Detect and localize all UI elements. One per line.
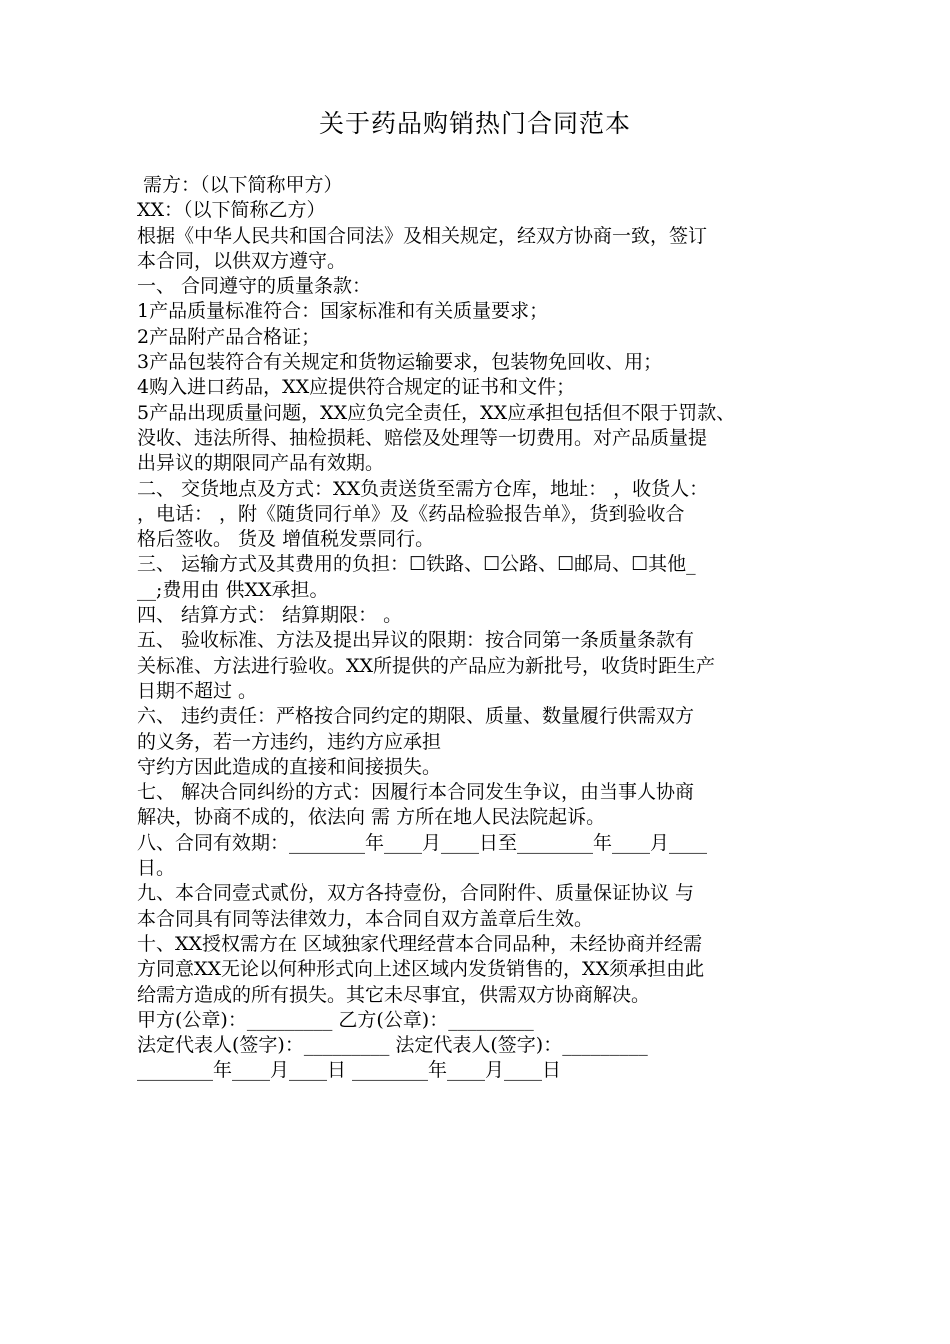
text-line: XX：（以下简称乙方） [137, 199, 326, 222]
text-line: 需方：（以下简称甲方） [137, 174, 343, 196]
contract-body [137, 173, 817, 1084]
text-line: 十、XX授权需方在 区域独家代理经营本合同品种，未经协商并经需 [137, 932, 703, 955]
text-line: 一、 合同遵守的质量条款： [137, 275, 372, 298]
text-line: 格后签收。 货及 增值税发票同行。 [137, 528, 435, 551]
text-line: 3产品包装符合有关规定和货物运输要求，包装物免回收、用； [137, 351, 663, 374]
text-line: 七、 解决合同纠纷的方式：因履行本合同发生争议，由当事人协商 [137, 781, 695, 804]
text-line: 本合同具有同等法律效力，本合同自双方盖章后生效。 [137, 907, 594, 930]
text-line: 三、 运输方式及其费用的负担：☐铁路、☐公路、☐邮局、☐其他_ [137, 553, 696, 576]
document-title: 关于药品购销热门合同范本 [318, 109, 631, 138]
text-line: 5产品出现质量问题，XX应负完全责任，XX应承担包括但不限于罚款、 [137, 401, 736, 424]
text-line: 本合同，以供双方遵守。 [137, 249, 347, 272]
text-line: 根据《中华人民共和国合同法》及相关规定，经双方协商一致，签订 [137, 224, 708, 247]
text-line: 二、 交货地点及方式：XX负责送货至需方仓库，地址： ，收货人： [137, 477, 709, 500]
text-line: 四、 结算方式： 结算期限： 。 [137, 604, 403, 627]
text-line: 九、本合同壹式贰份，双方各持壹份，合同附件、质量保证协议 与 [137, 882, 695, 905]
text-line: 甲方(公章)：_________ 乙方(公章)：_________ [137, 1008, 534, 1031]
text-line: __;费用由 供XX承担。 [137, 578, 329, 601]
text-line: ，电话： ，附《随货同行单》及《药品检验报告单》，货到验收合 [137, 502, 685, 525]
text-line: 关标准、方法进行验收。XX所提供的产品应为新批号，收货时距生产 [137, 654, 716, 677]
text-line: 2产品附产品合格证； [137, 325, 321, 348]
text-line: 没收、违法所得、抽检损耗、赔偿及处理等一切费用。对产品质量提 [137, 426, 708, 449]
text-line: 4购入进口药品，XX应提供符合规定的证书和文件； [137, 376, 576, 399]
text-line: ________年____月____日 ________年____月____日 [137, 1059, 562, 1082]
text-line: 日。 [137, 857, 176, 880]
text-line: 方同意XX无论以何种形式向上述区域内发货销售的，XX须承担由此 [137, 958, 705, 981]
text-line: 1产品质量标准符合：国家标准和有关质量要求； [137, 300, 549, 323]
text-line: 五、 验收标准、方法及提出异议的限期：按合同第一条质量条款有 [137, 629, 695, 652]
text-line: 解决，协商不成的，依法向 需 方所在地人民法院起诉。 [137, 806, 606, 829]
text-line: 出异议的期限同产品有效期。 [137, 452, 385, 475]
text-line: 八、合同有效期：________年____月____日至________年____月____ [137, 831, 708, 854]
text-line: 法定代表人(签字)：_________ 法定代表人(签字)：_________ [137, 1034, 648, 1057]
text-line: 给需方造成的所有损失。其它未尽事宜，供需双方协商解决。 [137, 983, 651, 1006]
text-line: 守约方因此造成的直接和间接损失。 [137, 755, 442, 778]
text-line: 的义务，若一方违约，违约方应承担 [137, 730, 442, 753]
text-line: 日期不超过 。 [137, 679, 258, 702]
text-line: 六、 违约责任：严格按合同约定的期限、质量、数量履行供需双方 [137, 705, 695, 728]
